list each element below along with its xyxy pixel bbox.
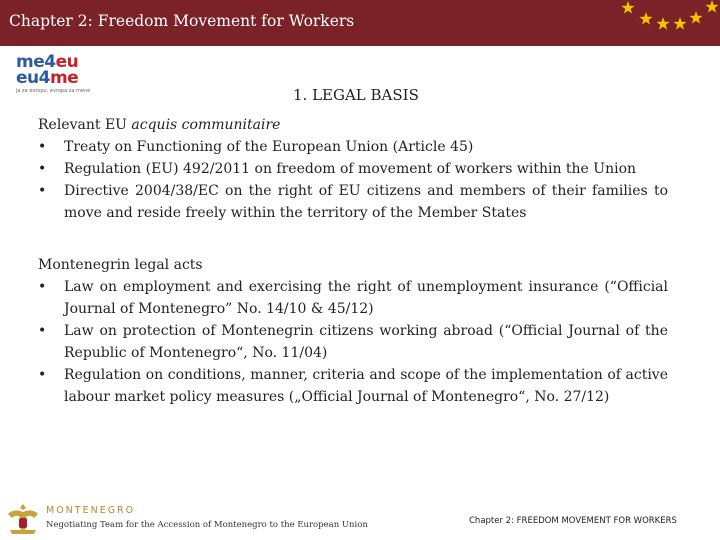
header-bar <box>0 0 720 46</box>
montenegrin-acts-list <box>38 276 668 408</box>
footer-chapter-label: Chapter 2: FREEDOM MOVEMENT FOR WORKERS <box>469 516 677 526</box>
negotiating-team-label: Negotiating Team for the Accession of Montenegro to the European Union <box>46 520 368 530</box>
list-item: • Law on protection of Montenegrin citizens working abroad (“Official Journal of the Republic of Montenegro“, No. 11/04) <box>38 323 668 361</box>
list-item: • Treaty on Functioning of the European Union (Article 45) <box>38 139 474 155</box>
eu-stars-icon <box>608 0 720 46</box>
list-item: • Regulation (EU) 492/2011 on freedom of movement of workers within the Union <box>38 161 637 177</box>
montenegrin-acts-heading: Montenegrin legal acts <box>38 257 203 273</box>
list-item: • Directive 2004/38/EC on the right of EU citizens and members of their families to move and reside freely within the territory of the Member States <box>38 183 668 221</box>
country-label: MONTENEGRO <box>46 505 136 516</box>
list-item: • Law on employment and exercising the right of unemployment insurance (“Official Journal of Montenegro” No. 14/10 & 45/12) <box>38 279 668 317</box>
eu-acquis-heading: Relevant EU acquis communitaire <box>38 117 281 133</box>
list-item: • Regulation on conditions, manner, criteria and scope of the implementation of active labour market policy measures („Official Journal of Montenegro“, No. 27/12) <box>38 367 668 405</box>
coat-of-arms-icon <box>4 502 42 538</box>
me4eu-logo: me4eu eu4me ja za evropu, evropa za mene <box>16 52 91 94</box>
chapter-title: Chapter 2: Freedom Movement for Workers <box>9 12 355 30</box>
footer-left <box>0 498 400 540</box>
slide-content <box>38 114 668 408</box>
section-title: 1. LEGAL BASIS <box>293 86 419 104</box>
logo-tagline: ja za evropu, evropa za mene <box>16 88 91 94</box>
eu-acquis-list <box>38 136 668 224</box>
